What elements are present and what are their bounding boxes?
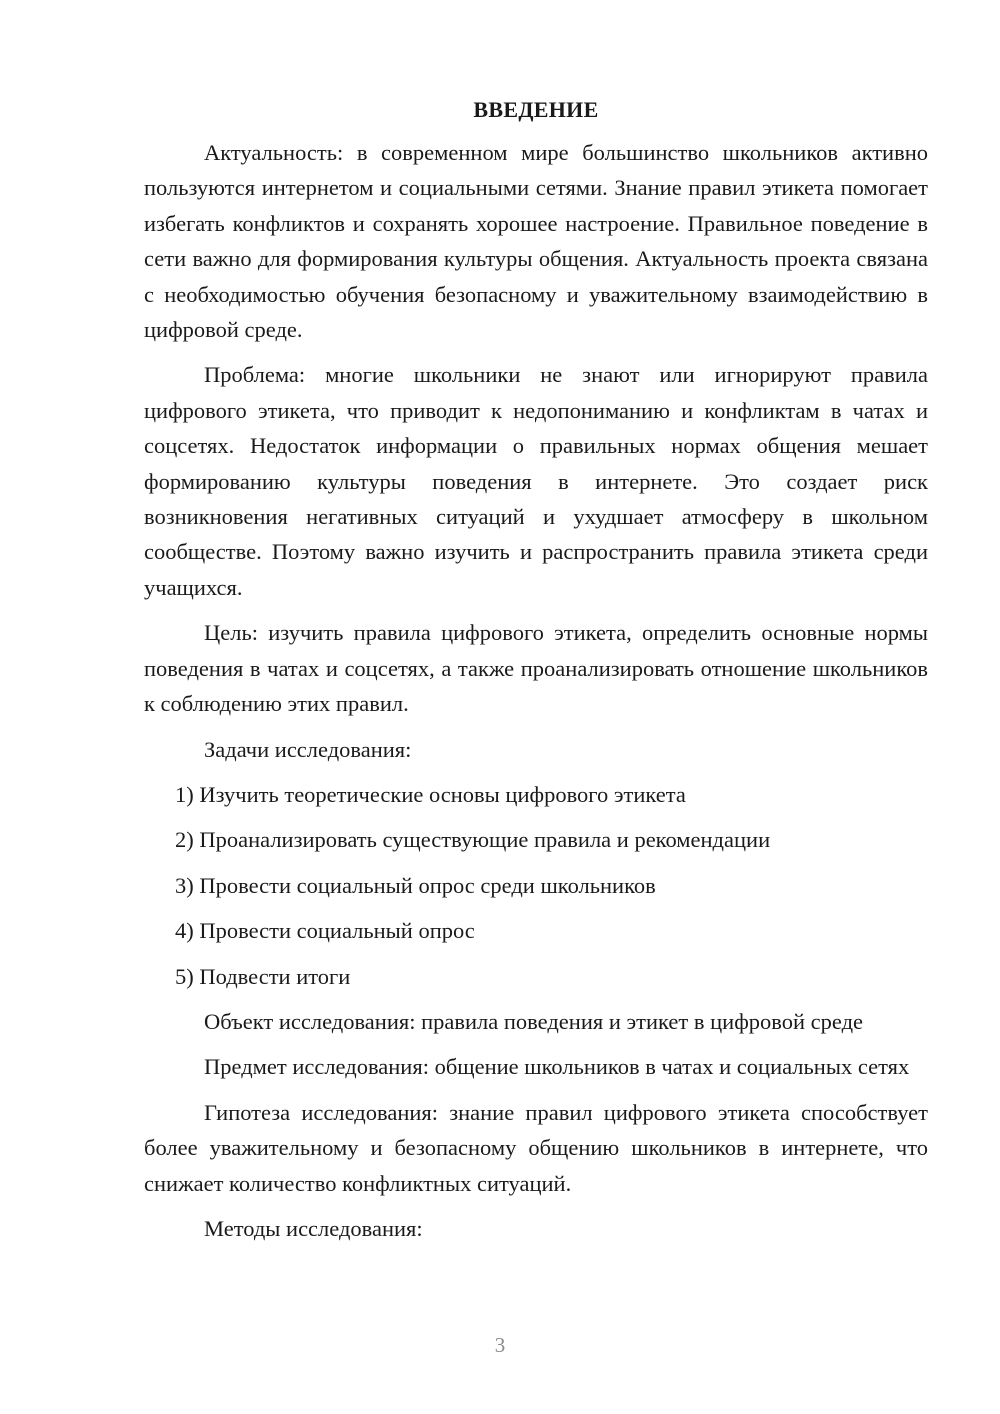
page-title: ВВЕДЕНИЕ	[473, 97, 599, 122]
task-item: 4) Провести социальный опрос	[175, 918, 475, 944]
task-item: 3) Провести социальный опрос среди школьников	[175, 872, 656, 898]
document-page	[144, 95, 928, 1256]
relevance-paragraph: Актуальность: в современном мире большинство школьников активно пользуются интернетом и социальными сетями. Знание правил этикета помогает избегать конфликтов и сохранять хорошее настроение. Правильное поведение в сети важно для формирования культуры общения. Актуальность проекта связана с необходимостью обучения безопасному и уважительному взаимодействию в цифровой среде.	[144, 140, 928, 343]
task-item: 2) Проанализировать существующие правила и рекомендации	[175, 827, 771, 853]
goal-paragraph: Цель: изучить правила цифрового этикета, определить основные нормы поведения в чатах и соцсетях, а также проанализировать отношение школьников к соблюдению этих правил.	[144, 620, 928, 717]
page-number: 3	[494, 1333, 506, 1357]
task-item: 5) Подвести итоги	[175, 963, 351, 989]
tasks-title: Задачи исследования:	[204, 736, 412, 762]
tasks-list	[144, 777, 928, 994]
object-paragraph: Объект исследования: правила поведения и этикет в цифровой среде	[204, 1008, 864, 1034]
methods-title: Методы исследования:	[204, 1215, 423, 1241]
problem-paragraph: Проблема: многие школьники не знают или игнорируют правила цифрового этикета, что приводит к недопониманию и конфликтам в чатах и соцсетях. Недостаток информации о правильных нормах общения мешает формированию культуры поведения в интернете. Это создает риск возникновения негативных ситуаций и ухудшает атмосферу в школьном сообществе. Поэтому важно изучить и распространить правила этикета среди учащихся.	[144, 362, 928, 600]
hypothesis-paragraph: Гипотеза исследования: знание правил цифрового этикета способствует более уважительному и безопасному общению школьников в интернете, что снижает количество конфликтных ситуаций.	[144, 1099, 928, 1196]
task-item: 1) Изучить теоретические основы цифрового этикета	[175, 781, 686, 807]
subject-paragraph: Предмет исследования: общение школьников в чатах и социальных сетях	[204, 1054, 910, 1080]
